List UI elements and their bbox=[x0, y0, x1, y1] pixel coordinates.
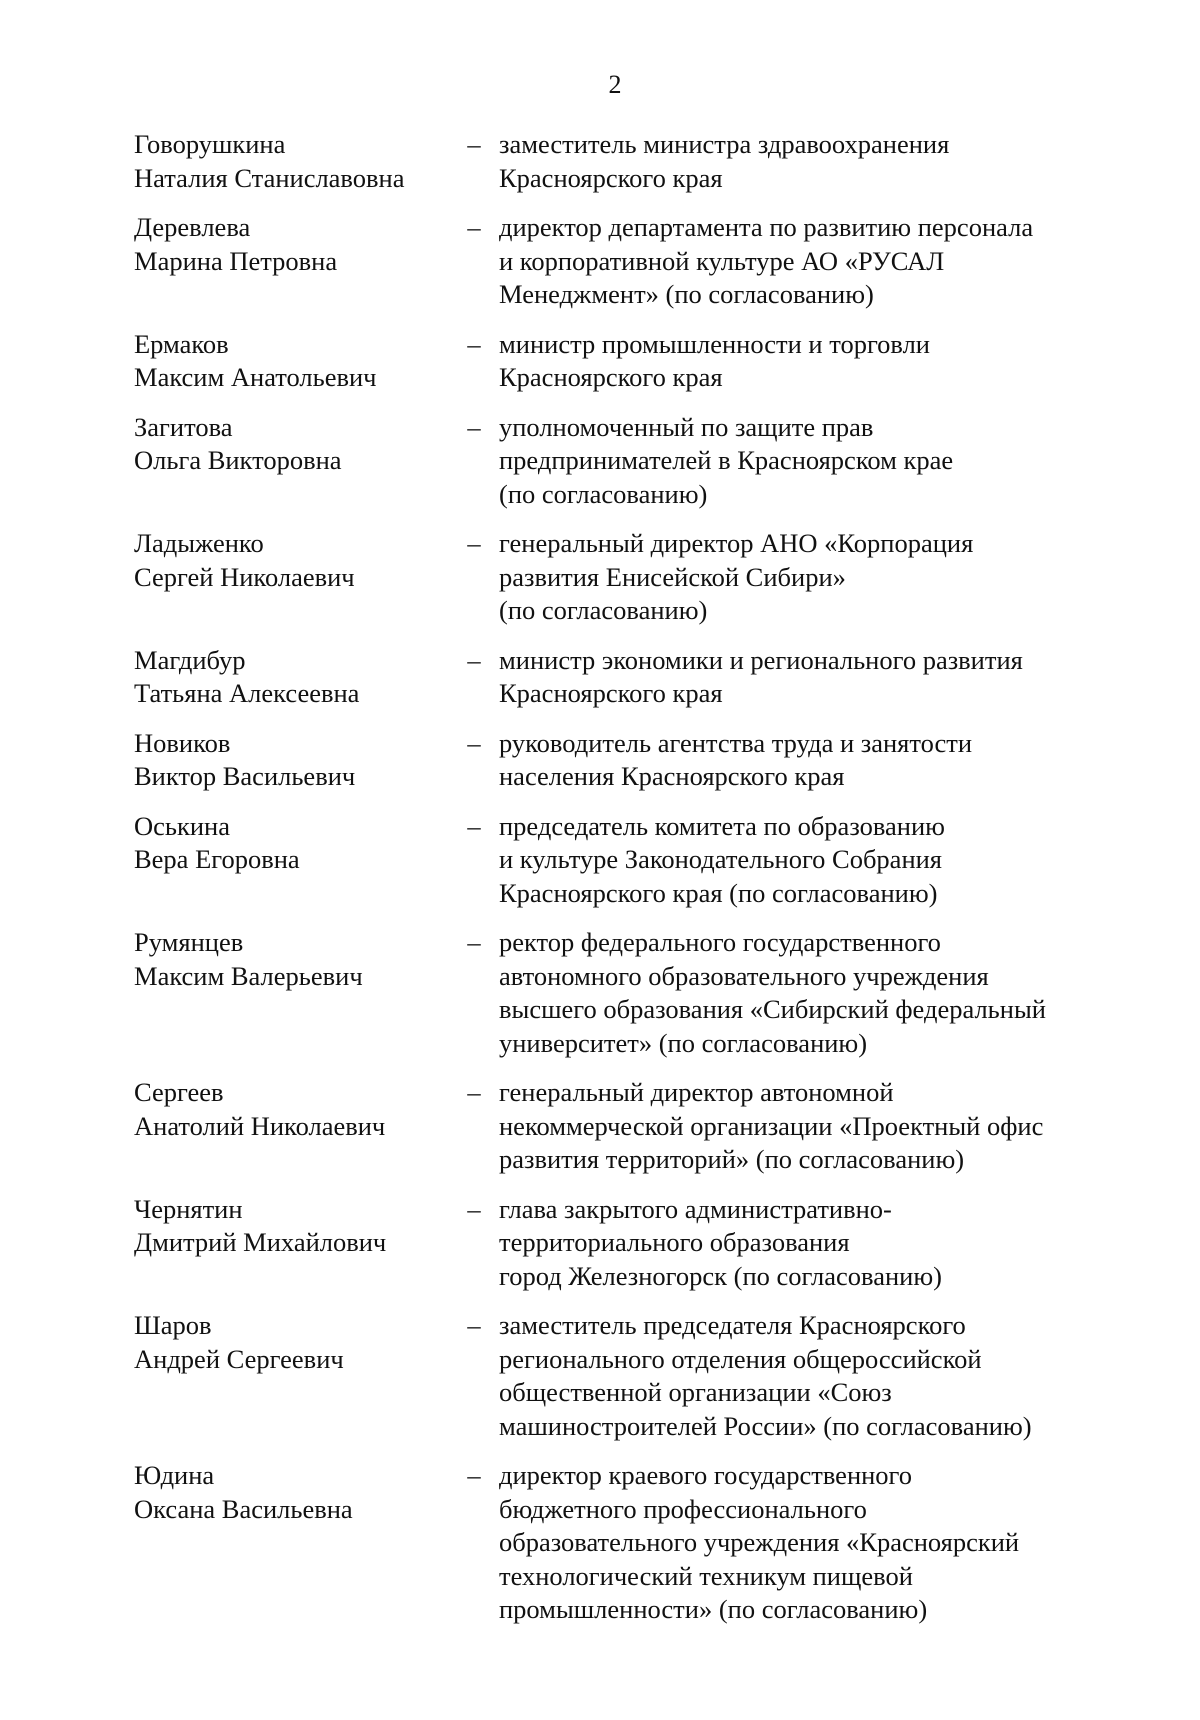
member-surname: Оськина bbox=[134, 810, 230, 841]
member-list bbox=[134, 128, 1094, 1627]
member-entry bbox=[134, 1076, 1094, 1177]
member-role-line: предпринимателей в Красноярском крае bbox=[499, 445, 954, 475]
member-name bbox=[134, 1193, 449, 1294]
member-role-line: ректор федерального государственного bbox=[499, 927, 941, 957]
member-name bbox=[134, 211, 449, 312]
member-given-names: Андрей Сергеевич bbox=[134, 1343, 344, 1374]
member-role-line: уполномоченный по защите прав bbox=[499, 411, 874, 442]
member-surname: Шаров bbox=[134, 1310, 212, 1340]
member-entry bbox=[134, 727, 1094, 794]
member-given-names: Наталия Станиславовна bbox=[134, 162, 405, 193]
member-surname: Магдибур bbox=[134, 644, 246, 675]
member-role-line: генеральный директор АНО «Корпорация bbox=[499, 528, 974, 558]
member-name bbox=[134, 527, 449, 628]
member-surname: Юдина bbox=[134, 1460, 215, 1490]
member-surname: Румянцев bbox=[134, 927, 244, 957]
member-role bbox=[499, 411, 1094, 512]
member-entry bbox=[134, 926, 1094, 1060]
member-role-line: регионального отделения общероссийской bbox=[499, 1343, 982, 1374]
member-role-line: университет» (по согласованию) bbox=[499, 1027, 868, 1058]
member-name bbox=[134, 644, 449, 711]
member-given-names: Татьяна Алексеевна bbox=[134, 678, 360, 708]
member-given-names: Ольга Викторовна bbox=[134, 445, 342, 475]
member-surname: Ладыженко bbox=[134, 528, 264, 558]
member-role-line: автономного образовательного учреждения bbox=[499, 960, 989, 991]
member-given-names: Вера Егоровна bbox=[134, 844, 300, 874]
member-role bbox=[499, 128, 1094, 195]
member-role-line: территориального образования bbox=[499, 1227, 850, 1257]
member-name bbox=[134, 128, 449, 195]
member-role-line: Красноярского края bbox=[499, 162, 723, 193]
member-role bbox=[499, 527, 1094, 628]
member-role-line: Красноярского края bbox=[499, 678, 723, 708]
member-role bbox=[499, 1459, 1094, 1627]
member-name bbox=[134, 1309, 449, 1443]
member-role bbox=[499, 1076, 1094, 1177]
member-dash: – bbox=[467, 528, 481, 558]
member-given-names: Сергей Николаевич bbox=[134, 561, 355, 592]
member-name bbox=[134, 328, 449, 395]
member-entry bbox=[134, 1309, 1094, 1443]
member-role-line: и корпоративной культуре АО «РУСАЛ bbox=[499, 245, 945, 276]
member-role bbox=[499, 1193, 1094, 1294]
member-given-names: Оксана Васильевна bbox=[134, 1493, 353, 1524]
member-entry bbox=[134, 1459, 1094, 1627]
member-surname: Ермаков bbox=[134, 328, 229, 359]
member-given-names: Максим Анатольевич bbox=[134, 362, 377, 392]
member-name bbox=[134, 1076, 449, 1177]
member-role-line: развития Енисейской Сибири» bbox=[499, 561, 846, 592]
member-dash: – bbox=[467, 1460, 481, 1490]
member-surname: Говорушкина bbox=[134, 129, 286, 159]
member-entry bbox=[134, 128, 1094, 195]
member-role-line: технологический техникум пищевой bbox=[499, 1560, 913, 1591]
member-name bbox=[134, 727, 449, 794]
member-role-line: директор департамента по развитию персонала bbox=[499, 212, 1034, 242]
member-dash: – bbox=[467, 927, 481, 957]
member-role-line: и культуре Законодательного Собрания bbox=[499, 844, 942, 874]
member-role-line: некоммерческой организации «Проектный офис bbox=[499, 1110, 1044, 1141]
member-role bbox=[499, 810, 1094, 911]
member-entry bbox=[134, 328, 1094, 395]
member-surname: Загитова bbox=[134, 411, 233, 442]
member-dash: – bbox=[467, 411, 481, 442]
member-role-line: Красноярского края bbox=[499, 362, 723, 392]
member-name bbox=[134, 411, 449, 512]
member-role bbox=[499, 211, 1094, 312]
member-role-line: общественной организации «Союз bbox=[499, 1377, 892, 1407]
member-role-line: развития территорий» (по согласованию) bbox=[499, 1144, 965, 1174]
member-dash: – bbox=[467, 1077, 481, 1107]
member-dash: – bbox=[467, 727, 481, 758]
member-entry bbox=[134, 810, 1094, 911]
member-given-names: Дмитрий Михайлович bbox=[134, 1227, 387, 1257]
member-role-line: министр экономики и регионального развития bbox=[499, 644, 1023, 675]
member-role bbox=[499, 926, 1094, 1060]
member-role-line: министр промышленности и торговли bbox=[499, 328, 930, 359]
member-surname: Новиков bbox=[134, 727, 231, 758]
member-entry bbox=[134, 644, 1094, 711]
member-given-names: Анатолий Николаевич bbox=[134, 1110, 386, 1141]
member-dash: – bbox=[467, 212, 481, 242]
member-role-line: населения Красноярского края bbox=[499, 761, 845, 791]
member-role-line: председатель комитета по образованию bbox=[499, 810, 945, 841]
member-role-line: бюджетного профессионального bbox=[499, 1493, 867, 1524]
member-name bbox=[134, 926, 449, 1060]
member-role bbox=[499, 644, 1094, 711]
member-dash: – bbox=[467, 1310, 481, 1340]
member-surname: Сергеев bbox=[134, 1077, 224, 1107]
member-role-line: глава закрытого административно- bbox=[499, 1193, 892, 1224]
member-role-line: (по согласованию) bbox=[499, 478, 708, 509]
member-role-line: руководитель агентства труда и занятости bbox=[499, 727, 973, 758]
member-dash: – bbox=[467, 129, 481, 159]
member-name bbox=[134, 1459, 449, 1627]
member-entry bbox=[134, 1193, 1094, 1294]
member-role-line: город Железногорск (по согласованию) bbox=[499, 1260, 942, 1291]
member-dash: – bbox=[467, 328, 481, 359]
member-surname: Деревлева bbox=[134, 212, 251, 242]
member-role bbox=[499, 1309, 1094, 1443]
member-role-line: заместитель председателя Красноярского bbox=[499, 1310, 966, 1340]
member-role-line: Менеджмент» (по согласованию) bbox=[499, 279, 874, 309]
member-role bbox=[499, 727, 1094, 794]
member-dash: – bbox=[467, 810, 481, 841]
member-entry bbox=[134, 527, 1094, 628]
member-given-names: Марина Петровна bbox=[134, 245, 338, 276]
member-role-line: Красноярского края (по согласованию) bbox=[499, 877, 938, 908]
member-surname: Чернятин bbox=[134, 1193, 243, 1224]
member-role-line: генеральный директор автономной bbox=[499, 1077, 894, 1107]
member-name bbox=[134, 810, 449, 911]
member-entry bbox=[134, 211, 1094, 312]
member-given-names: Виктор Васильевич bbox=[134, 761, 356, 791]
member-given-names: Максим Валерьевич bbox=[134, 960, 363, 991]
member-dash: – bbox=[467, 1193, 481, 1224]
member-role bbox=[499, 328, 1094, 395]
member-role-line: (по согласованию) bbox=[499, 595, 708, 625]
member-role-line: директор краевого государственного bbox=[499, 1460, 913, 1490]
member-role-line: заместитель министра здравоохранения bbox=[499, 129, 950, 159]
member-entry bbox=[134, 411, 1094, 512]
member-role-line: образовательного учреждения «Красноярский bbox=[499, 1527, 1020, 1557]
page-number: 2 bbox=[608, 70, 622, 99]
member-role-line: промышленности» (по согласованию) bbox=[499, 1594, 928, 1624]
member-dash: – bbox=[467, 644, 481, 675]
member-role-line: высшего образования «Сибирский федеральный bbox=[499, 994, 1046, 1024]
member-role-line: машиностроителей России» (по согласованию) bbox=[499, 1410, 1032, 1441]
